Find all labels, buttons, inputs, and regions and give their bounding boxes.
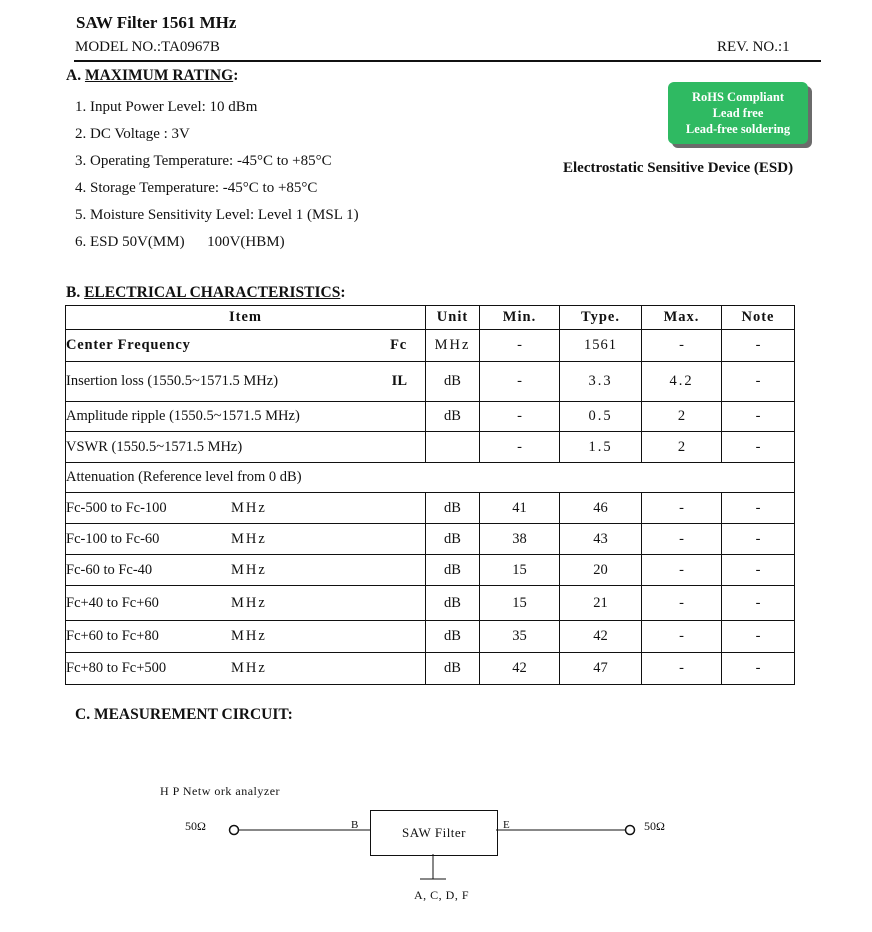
row-typ: 46 xyxy=(560,493,642,524)
row-min: - xyxy=(480,362,560,402)
section-b-suffix: : xyxy=(340,284,346,301)
row-unit: dB xyxy=(426,653,480,685)
header-min: Min. xyxy=(480,306,560,330)
row-max: 2 xyxy=(642,402,722,432)
row-min: 15 xyxy=(480,555,560,586)
row-max: - xyxy=(642,330,722,362)
header-max: Max. xyxy=(642,306,722,330)
att-range-label: Fc-500 to Fc-100 xyxy=(66,499,167,516)
esd-label: Electrostatic Sensitive Device (ESD) xyxy=(563,160,794,176)
row-max: - xyxy=(642,653,722,685)
section-c-heading: C. MEASUREMENT CIRCUIT: xyxy=(75,706,293,723)
row-unit: dB xyxy=(426,493,480,524)
revision-number: REV. NO.:1 xyxy=(717,39,790,55)
rohs-line-3: Lead-free soldering xyxy=(685,122,791,136)
row-item-label: Insertion loss (1550.5~1571.5 MHz) xyxy=(66,373,279,389)
row-symbol: IL xyxy=(391,373,407,389)
row-item: VSWR (1550.5~1571.5 MHz) xyxy=(66,432,426,463)
row-typ: 43 xyxy=(560,524,642,555)
port-b-label: B xyxy=(351,819,359,831)
row-note: - xyxy=(722,432,795,463)
rating-item: 1. Input Power Level: 10 dBm xyxy=(75,99,258,115)
rating-item: 2. DC Voltage : 3V xyxy=(75,126,190,142)
rohs-line-1: RoHS Compliant xyxy=(691,90,785,104)
section-b-title: ELECTRICAL CHARACTERISTICS xyxy=(84,284,341,301)
row-unit: dB xyxy=(426,402,480,432)
row-min: 41 xyxy=(480,493,560,524)
row-note: - xyxy=(722,524,795,555)
saw-filter-box: SAW Filter xyxy=(370,810,498,856)
row-max: 4.2 xyxy=(642,362,722,402)
rating-item: 4. Storage Temperature: -45°C to +85°C xyxy=(75,180,318,196)
row-note: - xyxy=(722,555,795,586)
att-range-unit: MHz xyxy=(231,561,267,578)
section-a-title: MAXIMUM RATING xyxy=(84,67,234,84)
att-range-label: Fc+60 to Fc+80 xyxy=(66,628,159,644)
row-note: - xyxy=(722,653,795,685)
row-item-label: Center Frequency xyxy=(66,337,191,353)
row-unit: dB xyxy=(426,586,480,621)
row-note: - xyxy=(722,362,795,402)
header-unit: Unit xyxy=(426,306,480,330)
ground-pins-label: A, C, D, F xyxy=(414,888,470,902)
row-max: - xyxy=(642,586,722,621)
row-typ: 3.3 xyxy=(560,362,642,402)
model-number: MODEL NO.:TA0967B xyxy=(75,39,220,55)
row-max: 2 xyxy=(642,432,722,463)
row-max: - xyxy=(642,555,722,586)
section-a-suffix: : xyxy=(233,67,239,84)
row-symbol: Fc xyxy=(390,337,407,353)
row-unit: dB xyxy=(426,621,480,653)
row-min: 15 xyxy=(480,586,560,621)
row-min: 35 xyxy=(480,621,560,653)
row-unit: MHz xyxy=(426,330,480,362)
row-typ: 1.5 xyxy=(560,432,642,463)
left-port-terminal xyxy=(230,826,239,835)
row-typ: 42 xyxy=(560,621,642,653)
row-min: 42 xyxy=(480,653,560,685)
header-note: Note xyxy=(722,306,795,330)
att-range-unit: MHz xyxy=(231,499,267,516)
rating-item: 3. Operating Temperature: -45°C to +85°C xyxy=(75,153,332,169)
row-unit: dB xyxy=(426,362,480,402)
rohs-line-2: Lead free xyxy=(712,106,764,120)
row-note: - xyxy=(722,586,795,621)
rating-item: 5. Moisture Sensitivity Level: Level 1 (MSL 1) xyxy=(75,207,359,223)
att-range-unit: MHz xyxy=(231,530,267,547)
document-title: SAW Filter 1561 MHz xyxy=(76,13,237,32)
row-min: - xyxy=(480,402,560,432)
row-unit: dB xyxy=(426,555,480,586)
att-range-label: Fc+80 to Fc+500 xyxy=(66,660,167,676)
row-typ: 21 xyxy=(560,586,642,621)
row-typ: 0.5 xyxy=(560,402,642,432)
attenuation-label: Attenuation (Reference level from 0 dB) xyxy=(66,463,795,493)
row-max: - xyxy=(642,524,722,555)
row-typ: 20 xyxy=(560,555,642,586)
section-b-prefix: B. xyxy=(66,284,85,301)
row-min: - xyxy=(480,432,560,463)
right-impedance-label: 50Ω xyxy=(644,819,665,833)
att-range-label: Fc+40 to Fc+60 xyxy=(66,594,159,611)
row-note: - xyxy=(722,621,795,653)
row-unit: dB xyxy=(426,524,480,555)
att-range-label: Fc-60 to Fc-40 xyxy=(66,561,153,578)
row-item: Amplitude ripple (1550.5~1571.5 MHz) xyxy=(66,402,426,432)
row-note: - xyxy=(722,330,795,362)
right-port-terminal xyxy=(626,826,635,835)
row-note: - xyxy=(722,402,795,432)
att-range-unit: MHz xyxy=(231,594,267,611)
att-range-label: Fc-100 to Fc-60 xyxy=(66,530,160,547)
att-range-unit: MHz xyxy=(231,628,267,644)
row-max: - xyxy=(642,493,722,524)
analyzer-label: H P Netw ork analyzer xyxy=(160,784,281,798)
row-note: - xyxy=(722,493,795,524)
row-max: - xyxy=(642,621,722,653)
row-typ: 1561 xyxy=(560,330,642,362)
section-a-prefix: A. xyxy=(66,67,85,84)
rating-item: 6. ESD 50V(MM) 100V(HBM) xyxy=(75,234,285,250)
header-item: Item xyxy=(66,306,426,330)
row-typ: 47 xyxy=(560,653,642,685)
left-impedance-label: 50Ω xyxy=(185,819,206,833)
row-min: - xyxy=(480,330,560,362)
header-type: Type. xyxy=(560,306,642,330)
att-range-unit: MHz xyxy=(231,660,267,676)
port-e-label: E xyxy=(503,819,510,831)
row-min: 38 xyxy=(480,524,560,555)
